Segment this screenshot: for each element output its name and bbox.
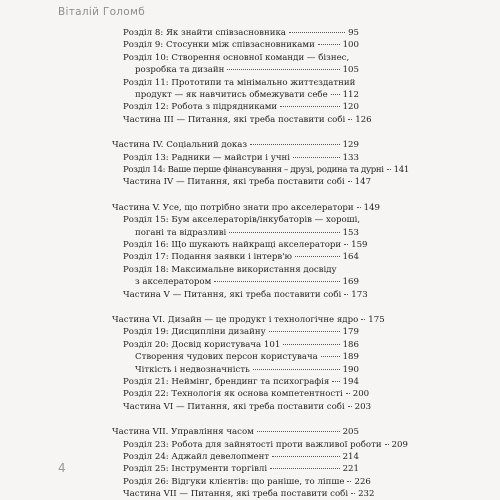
toc-entry: Розділ 22: Технологія як основа компетентності 200 bbox=[123, 389, 370, 400]
toc-entry: Розділ 11: Прототипи та мінімально життєздатний bbox=[123, 77, 356, 88]
toc-entry-page: 209 bbox=[391, 439, 408, 450]
toc-entry-page: 232 bbox=[358, 489, 375, 500]
toc-entry: Розділ 19: Дисципліни дизайну 179 bbox=[123, 327, 359, 338]
toc-entry: Розділ 9: Стосунки між співзасновниками 100 bbox=[123, 40, 359, 51]
toc-entry-page: 214 bbox=[342, 452, 359, 462]
toc-subentry: Створення чудових персон користувача 189 bbox=[135, 352, 359, 363]
toc-entry-continuation: погані та відразливі 153 bbox=[135, 227, 359, 238]
toc-entry: Розділ 13: Радники — майстри і учні 133 bbox=[123, 152, 359, 163]
toc-entry: Розділ 12: Робота з підрядниками 120 bbox=[123, 102, 359, 113]
toc-entry: Розділ 14: Ваше перше фінансування – друзі, родина та дурні 141 bbox=[123, 165, 409, 175]
toc-entry-title: Розділ 26: Відгуки клієнтів: що раніше, то ліпше bbox=[123, 476, 345, 487]
toc-entry bbox=[123, 439, 408, 451]
toc-entry bbox=[123, 476, 371, 488]
toc-part-heading: Частина VI. Дизайн — це продукт і технологічне ядро 175 bbox=[112, 315, 385, 325]
toc-entry: Розділ 16: Що шукають найкращі акселератори 159 bbox=[123, 240, 368, 250]
toc-entry-continuation: продукт — як навчитись обмежувати себе 112 bbox=[135, 90, 359, 100]
toc-entry: Частина V — Питання, які треба поставити собі 173 bbox=[123, 289, 368, 300]
toc-entry-page: 226 bbox=[354, 476, 371, 487]
toc-entry-title: Частина VII — Питання, які треба поставити собі bbox=[123, 489, 349, 500]
toc-entry-continuation: розробка та дизайн 105 bbox=[135, 65, 359, 76]
toc-entry-title: Розділ 23: Робота для зайнятості проти важливої роботи bbox=[123, 439, 382, 450]
toc-entry: Розділ 8: Як знайти співзасновника 95 bbox=[123, 28, 359, 38]
toc-entry bbox=[123, 464, 359, 475]
toc-entry-page: 221 bbox=[342, 464, 359, 475]
running-header-author: Віталій Голомб bbox=[58, 6, 146, 18]
toc-entry: Частина VI — Питання, які треба поставити собі 203 bbox=[123, 401, 372, 412]
toc-entry-title: Розділ 25: Інструменти торгівлі bbox=[123, 464, 268, 475]
toc-entry bbox=[123, 489, 375, 500]
page-number: 4 bbox=[58, 461, 66, 475]
toc-entry: Частина III — Питання, які треба поставити собі 126 bbox=[123, 114, 372, 125]
toc-entry bbox=[123, 452, 359, 463]
toc-entry: Розділ 21: Неймінг, брендинг та психографія 194 bbox=[123, 377, 359, 387]
toc-entry: Розділ 18: Максимальне використання досвіду bbox=[123, 264, 337, 275]
toc-part-heading bbox=[112, 427, 359, 438]
toc-entry-title: Розділ 24: Аджайл девелопмент bbox=[123, 452, 270, 462]
toc-entry-continuation: з акселератором 169 bbox=[135, 277, 359, 288]
toc-entry: Розділ 10: Створення основної команди — бізнес, bbox=[123, 52, 350, 63]
toc-part-heading: Частина V. Усе, що потрібно знати про акселератори 149 bbox=[112, 202, 381, 213]
toc-entry: Розділ 17: Подання заявки і інтерв'ю 164 bbox=[123, 252, 359, 263]
toc-entry: Розділ 15: Бум акселераторів/інкубаторів — хороші, bbox=[123, 215, 361, 226]
toc-entry: Частина IV — Питання, які треба поставити собі 147 bbox=[123, 177, 372, 188]
toc-entry-page: 205 bbox=[342, 427, 359, 438]
toc-entry-title: Частина VII. Управління часом bbox=[112, 427, 254, 438]
toc-part-heading: Частина IV. Соціальний доказ 129 bbox=[112, 140, 359, 151]
toc-entry: Розділ 20: Досвід користувача 101 186 bbox=[123, 339, 359, 350]
toc-subentry: Чіткість і недвозначність 190 bbox=[135, 364, 359, 375]
